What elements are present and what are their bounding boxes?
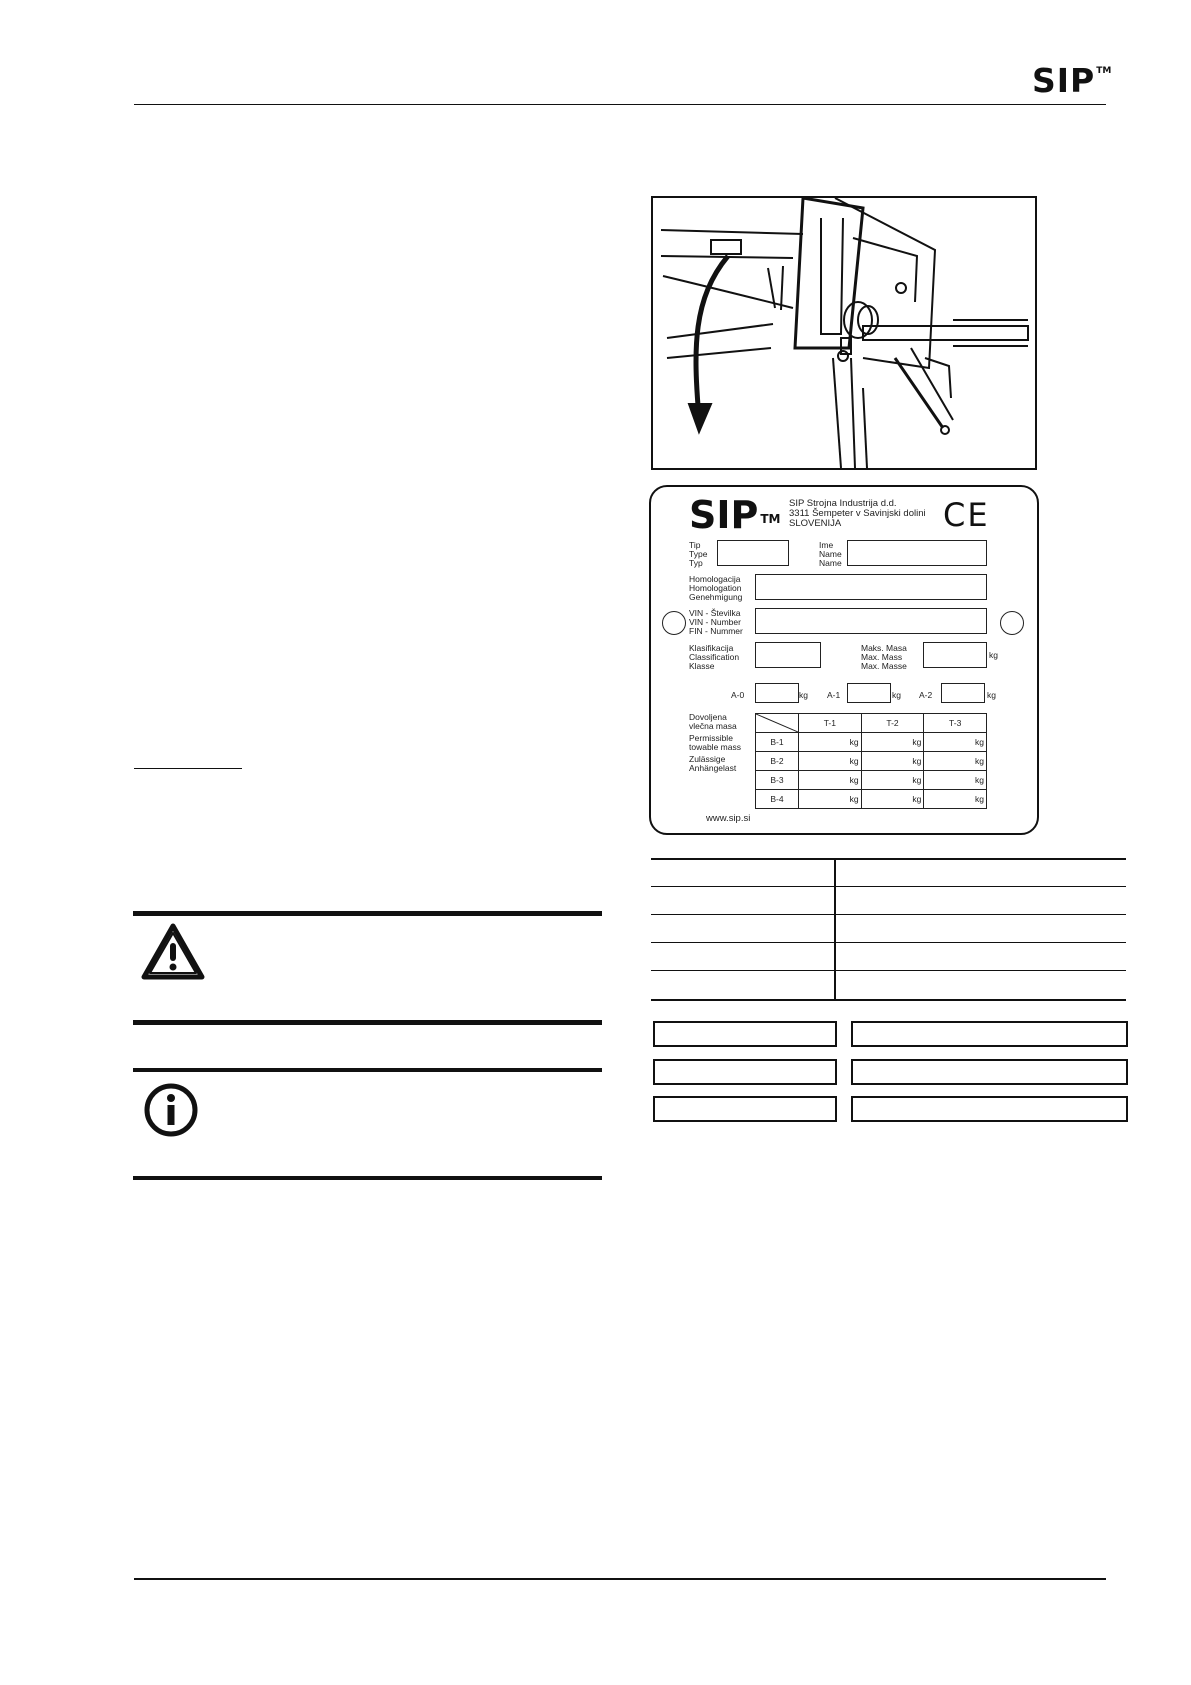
mounting-hole-right [1000,611,1024,635]
data-table-row-rule [651,886,1126,887]
warning-triangle-icon [140,921,206,988]
homologation-field [755,574,987,600]
homologation-label: Genehmigung [689,592,743,602]
section-underline [134,768,242,769]
axle-a1-label: A-1 [827,690,841,700]
type-label: Typ [689,558,703,568]
table-header-t3: T-3 [924,714,987,733]
maxmass-label: Maks. Masa [861,643,907,653]
machine-drawing [653,198,1035,468]
info-top-rule [133,1068,602,1072]
boxed-cell-right [851,1021,1128,1047]
class-label: Klasse [689,661,715,671]
table-cell-unit: kg [924,733,987,752]
machine-drawing-figure [651,196,1037,470]
boxed-cell-left [653,1096,837,1122]
boxed-cell-right [851,1096,1128,1122]
maxmass-label: Max. Mass [861,652,903,662]
table-row [756,733,987,752]
maxmass-label: Max. Masse [861,661,907,671]
towable-label: Dovoljena [689,712,727,722]
mounting-hole-left [662,611,686,635]
table-cell-unit: kg [924,771,987,790]
data-table-row-rule [651,942,1126,943]
table-cell-unit: kg [924,752,987,771]
axle-a1-unit: kg [892,690,901,700]
class-label: Klasifikacija [689,643,734,653]
data-table-row-rule [651,970,1126,971]
axle-a0-label: A-0 [731,690,745,700]
table-row [756,771,987,790]
table-corner-cell [756,714,799,733]
table-row [756,790,987,809]
class-label: Classification [689,652,740,662]
logo-trademark: TM [1096,66,1112,76]
axle-a2-field [941,683,985,703]
table-row [756,752,987,771]
table-header-t2: T-2 [861,714,924,733]
header-rule [134,104,1106,105]
class-labels [689,644,739,671]
axle-a1-field [847,683,891,703]
company-line: SIP Strojna Industrija d.d. [789,498,897,509]
table-row-label: B-1 [756,733,799,752]
type-labels [689,541,707,568]
rating-plate [649,485,1039,835]
maxmass-field [923,642,987,668]
axle-a2-unit: kg [987,690,996,700]
ce-mark: CE [943,496,990,534]
table-cell-unit: kg [924,790,987,809]
warning-top-rule [133,911,602,916]
towable-label: towable mass [689,742,741,752]
name-field [847,540,987,566]
table-cell-unit: kg [861,752,924,771]
table-header-t1: T-1 [799,714,862,733]
data-table-top-rule [651,858,1126,860]
data-table-column-divider [834,858,836,1001]
logo-text: SIP [1032,61,1096,100]
plate-brand-tm: TM [760,512,781,526]
table-cell-unit: kg [799,733,862,752]
homologation-label: Homologacija [689,574,741,584]
table-row-label: B-3 [756,771,799,790]
homologation-label: Homologation [689,583,742,593]
axle-a2-label: A-2 [919,690,933,700]
warning-bottom-rule [133,1020,602,1025]
towable-mass-table [755,713,987,809]
table-cell-unit: kg [799,771,862,790]
maxmass-labels [861,644,907,671]
vin-label: VIN - Številka [689,608,741,618]
type-label: Tip [689,540,701,550]
header-logo [1032,61,1112,100]
diagonal-line [756,714,798,732]
table-row-label: B-2 [756,752,799,771]
towable-label: Anhängelast [689,763,737,773]
plate-brand [689,493,781,537]
vin-label: VIN - Number [689,617,741,627]
table-header-row [756,714,987,733]
towable-label: Permissible [689,733,733,743]
vin-labels [689,609,743,636]
company-line: 3311 Šempeter v Savinjski dolini [789,508,926,519]
footer-rule [134,1578,1106,1580]
name-label: Ime [819,540,834,550]
towable-label: Zulässige [689,754,726,764]
vin-label: FIN - Nummer [689,626,743,636]
type-field [717,540,789,566]
company-line: SLOVENIJA [789,518,842,529]
name-label: Name [819,549,842,559]
class-field [755,642,821,668]
table-cell-unit: kg [861,771,924,790]
towable-labels [689,713,741,773]
homologation-labels [689,575,742,602]
type-label: Type [689,549,708,559]
name-labels [819,541,842,568]
boxed-cell-right [851,1059,1128,1085]
maxmass-unit: kg [989,650,998,660]
table-cell-unit: kg [861,790,924,809]
table-cell-unit: kg [799,752,862,771]
table-cell-unit: kg [799,790,862,809]
info-circle-icon [143,1082,199,1143]
boxed-cell-left [653,1021,837,1047]
company-address [789,499,926,529]
boxed-cell-left [653,1059,837,1085]
data-table-bottom-rule [651,999,1126,1001]
name-label: Name [819,558,842,568]
towable-label: vlečna masa [689,721,737,731]
table-cell-unit: kg [861,733,924,752]
plate-website: www.sip.si [706,813,751,824]
info-bottom-rule [133,1176,602,1180]
plate-brand-text: SIP [689,493,759,537]
axle-a0-unit: kg [799,690,808,700]
data-table-row-rule [651,914,1126,915]
table-row-label: B-4 [756,790,799,809]
axle-a0-field [755,683,799,703]
vin-field [755,608,987,634]
